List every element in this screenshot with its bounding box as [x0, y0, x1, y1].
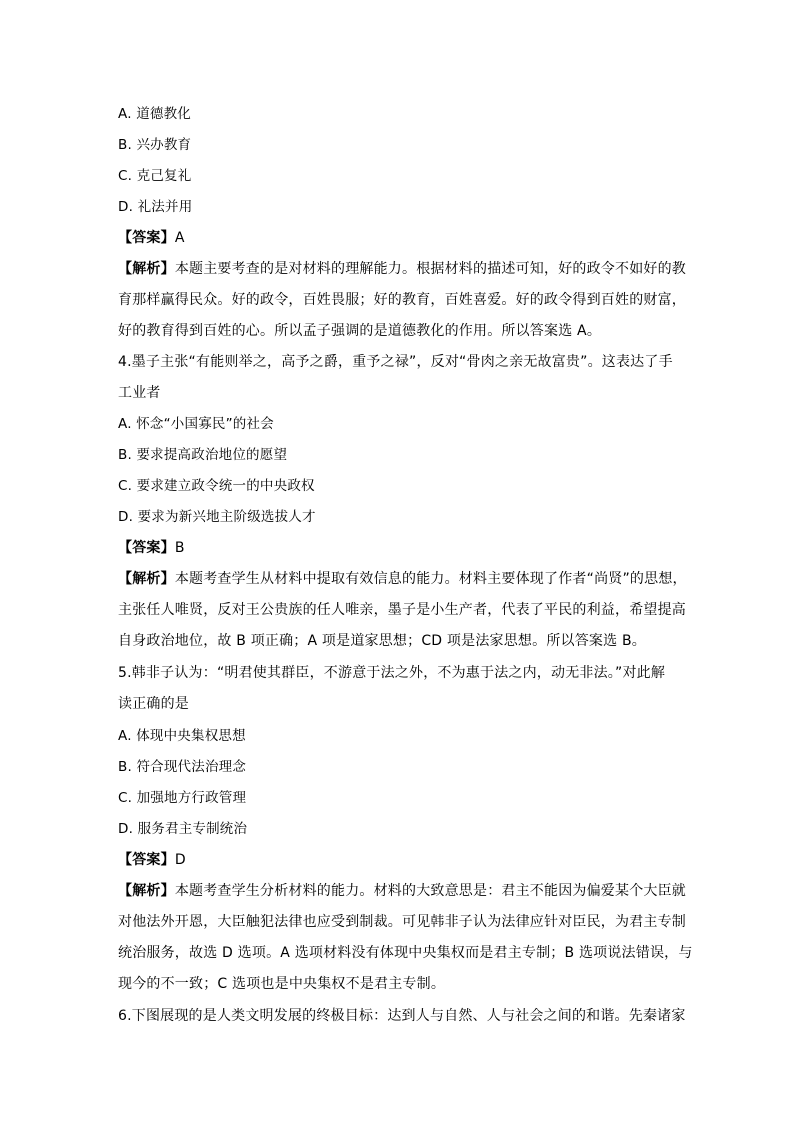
q6-stem-line-1: 6.下图展现的是人类文明发展的终极目标：达到人与自然、人与社会之间的和谐。先秦诸家 [118, 1008, 686, 1024]
option-letter: A. [118, 106, 132, 122]
q5-answer [118, 850, 186, 870]
option-letter: B. [118, 759, 132, 775]
option-letter: A. [118, 728, 132, 744]
q4-option-c [118, 476, 315, 496]
option-text: 要求建立政令统一的中央政权 [136, 478, 315, 494]
option-text: 要求提高政治地位的愿望 [136, 447, 288, 463]
answer-value: B [174, 540, 185, 556]
option-letter: A. [118, 416, 132, 432]
analysis-label: 【解析】 [118, 571, 175, 587]
answer-label: 【答案】 [118, 540, 175, 556]
analysis-label: 【解析】 [118, 883, 175, 899]
option-text: 服务君主专制统治 [137, 821, 248, 837]
q4-option-b [118, 445, 287, 465]
q5-option-b [118, 757, 246, 777]
option-text: 加强地方行政管理 [136, 790, 247, 806]
q3-analysis-line-1 [118, 259, 686, 279]
q3-option-b [118, 135, 191, 155]
option-text: 体现中央集权思想 [136, 728, 246, 744]
option-letter: C. [118, 478, 133, 494]
q3-answer [118, 228, 185, 248]
option-text: 克己复礼 [136, 168, 192, 184]
q4-analysis-line-3: 自身政治地位，故 B 项正确；A 项是道家思想；CD 项是法家思想。所以答案选 B。 [118, 633, 646, 649]
option-text: 符合现代法治理念 [136, 759, 247, 775]
q5-option-a [118, 726, 246, 746]
option-text: 道德教化 [136, 106, 192, 122]
q4-analysis-line-2: 主张任人唯贤，反对王公贵族的任人唯亲，墨子是小生产者，代表了平民的利益，希望提高 [118, 602, 686, 618]
q5-analysis-line-1 [118, 881, 686, 901]
option-text: 怀念“小国寡民”的社会 [136, 416, 274, 432]
q5-stem-line-2: 读正确的是 [118, 696, 189, 712]
q5-option-d [118, 819, 247, 839]
q5-analysis-line-2: 对他法外开恩，大臣触犯法律也应受到制裁。可见韩非子认为法律应针对臣民，为君主专制 [118, 914, 686, 930]
q5-analysis-line-4: 现今的不一致；C 选项也是中央集权不是君主专制。 [118, 976, 446, 992]
option-text: 礼法并用 [137, 199, 193, 215]
answer-label: 【答案】 [118, 230, 175, 246]
q3-option-d [118, 197, 192, 217]
q4-analysis-line-1 [118, 569, 687, 589]
option-letter: D. [118, 821, 134, 837]
q5-analysis-line-3: 统治服务，故选 D 选项。A 选项材料没有体现中央集权而是君主专制；B 选项说法错误，与 [118, 945, 693, 961]
q4-option-a [118, 414, 274, 434]
answer-label: 【答案】 [118, 852, 175, 868]
option-letter: B. [118, 137, 132, 153]
q4-stem-line-2: 工业者 [118, 385, 161, 401]
option-letter: C. [118, 790, 133, 806]
option-letter: B. [118, 447, 132, 463]
q5-option-c [118, 788, 246, 808]
analysis-text: 本题考查学生分析材料的能力。材料的大致意思是：君主不能因为偏爱某个大臣就 [174, 883, 687, 899]
option-text: 兴办教育 [136, 137, 192, 153]
answer-value: A [174, 230, 185, 246]
option-letter: D. [118, 199, 134, 215]
q4-answer [118, 538, 185, 558]
q3-option-c [118, 166, 191, 186]
q5-stem-line-1: 5.韩非子认为：“明君使其群臣，不游意于法之外，不为惠于法之内，动无非法。”对此解 [118, 665, 666, 681]
option-letter: C. [118, 168, 133, 184]
answer-value: D [174, 852, 186, 868]
analysis-text: 本题主要考查的是对材料的理解能力。根据材料的描述可知，好的政令不如好的教 [174, 261, 687, 277]
q3-option-a [118, 104, 191, 124]
q4-option-d [118, 507, 316, 527]
q3-analysis-line-2: 育那样赢得民众。好的政令，百姓畏服；好的教育，百姓喜爱。好的政令得到百姓的财富， [118, 292, 686, 308]
q3-analysis-line-3: 好的教育得到百姓的心。所以孟子强调的是道德教化的作用。所以答案选 A。 [118, 323, 602, 339]
analysis-label: 【解析】 [118, 261, 175, 277]
analysis-text: 本题考查学生从材料中提取有效信息的能力。材料主要体现了作者“尚贤”的思想， [174, 571, 687, 587]
option-text: 要求为新兴地主阶级选拔人才 [137, 509, 316, 525]
option-letter: D. [118, 509, 134, 525]
q4-stem-line-1: 4.墨子主张“有能则举之，高予之爵，重予之禄”，反对“骨肉之亲无故富贵”。这表达了手 [118, 354, 673, 370]
